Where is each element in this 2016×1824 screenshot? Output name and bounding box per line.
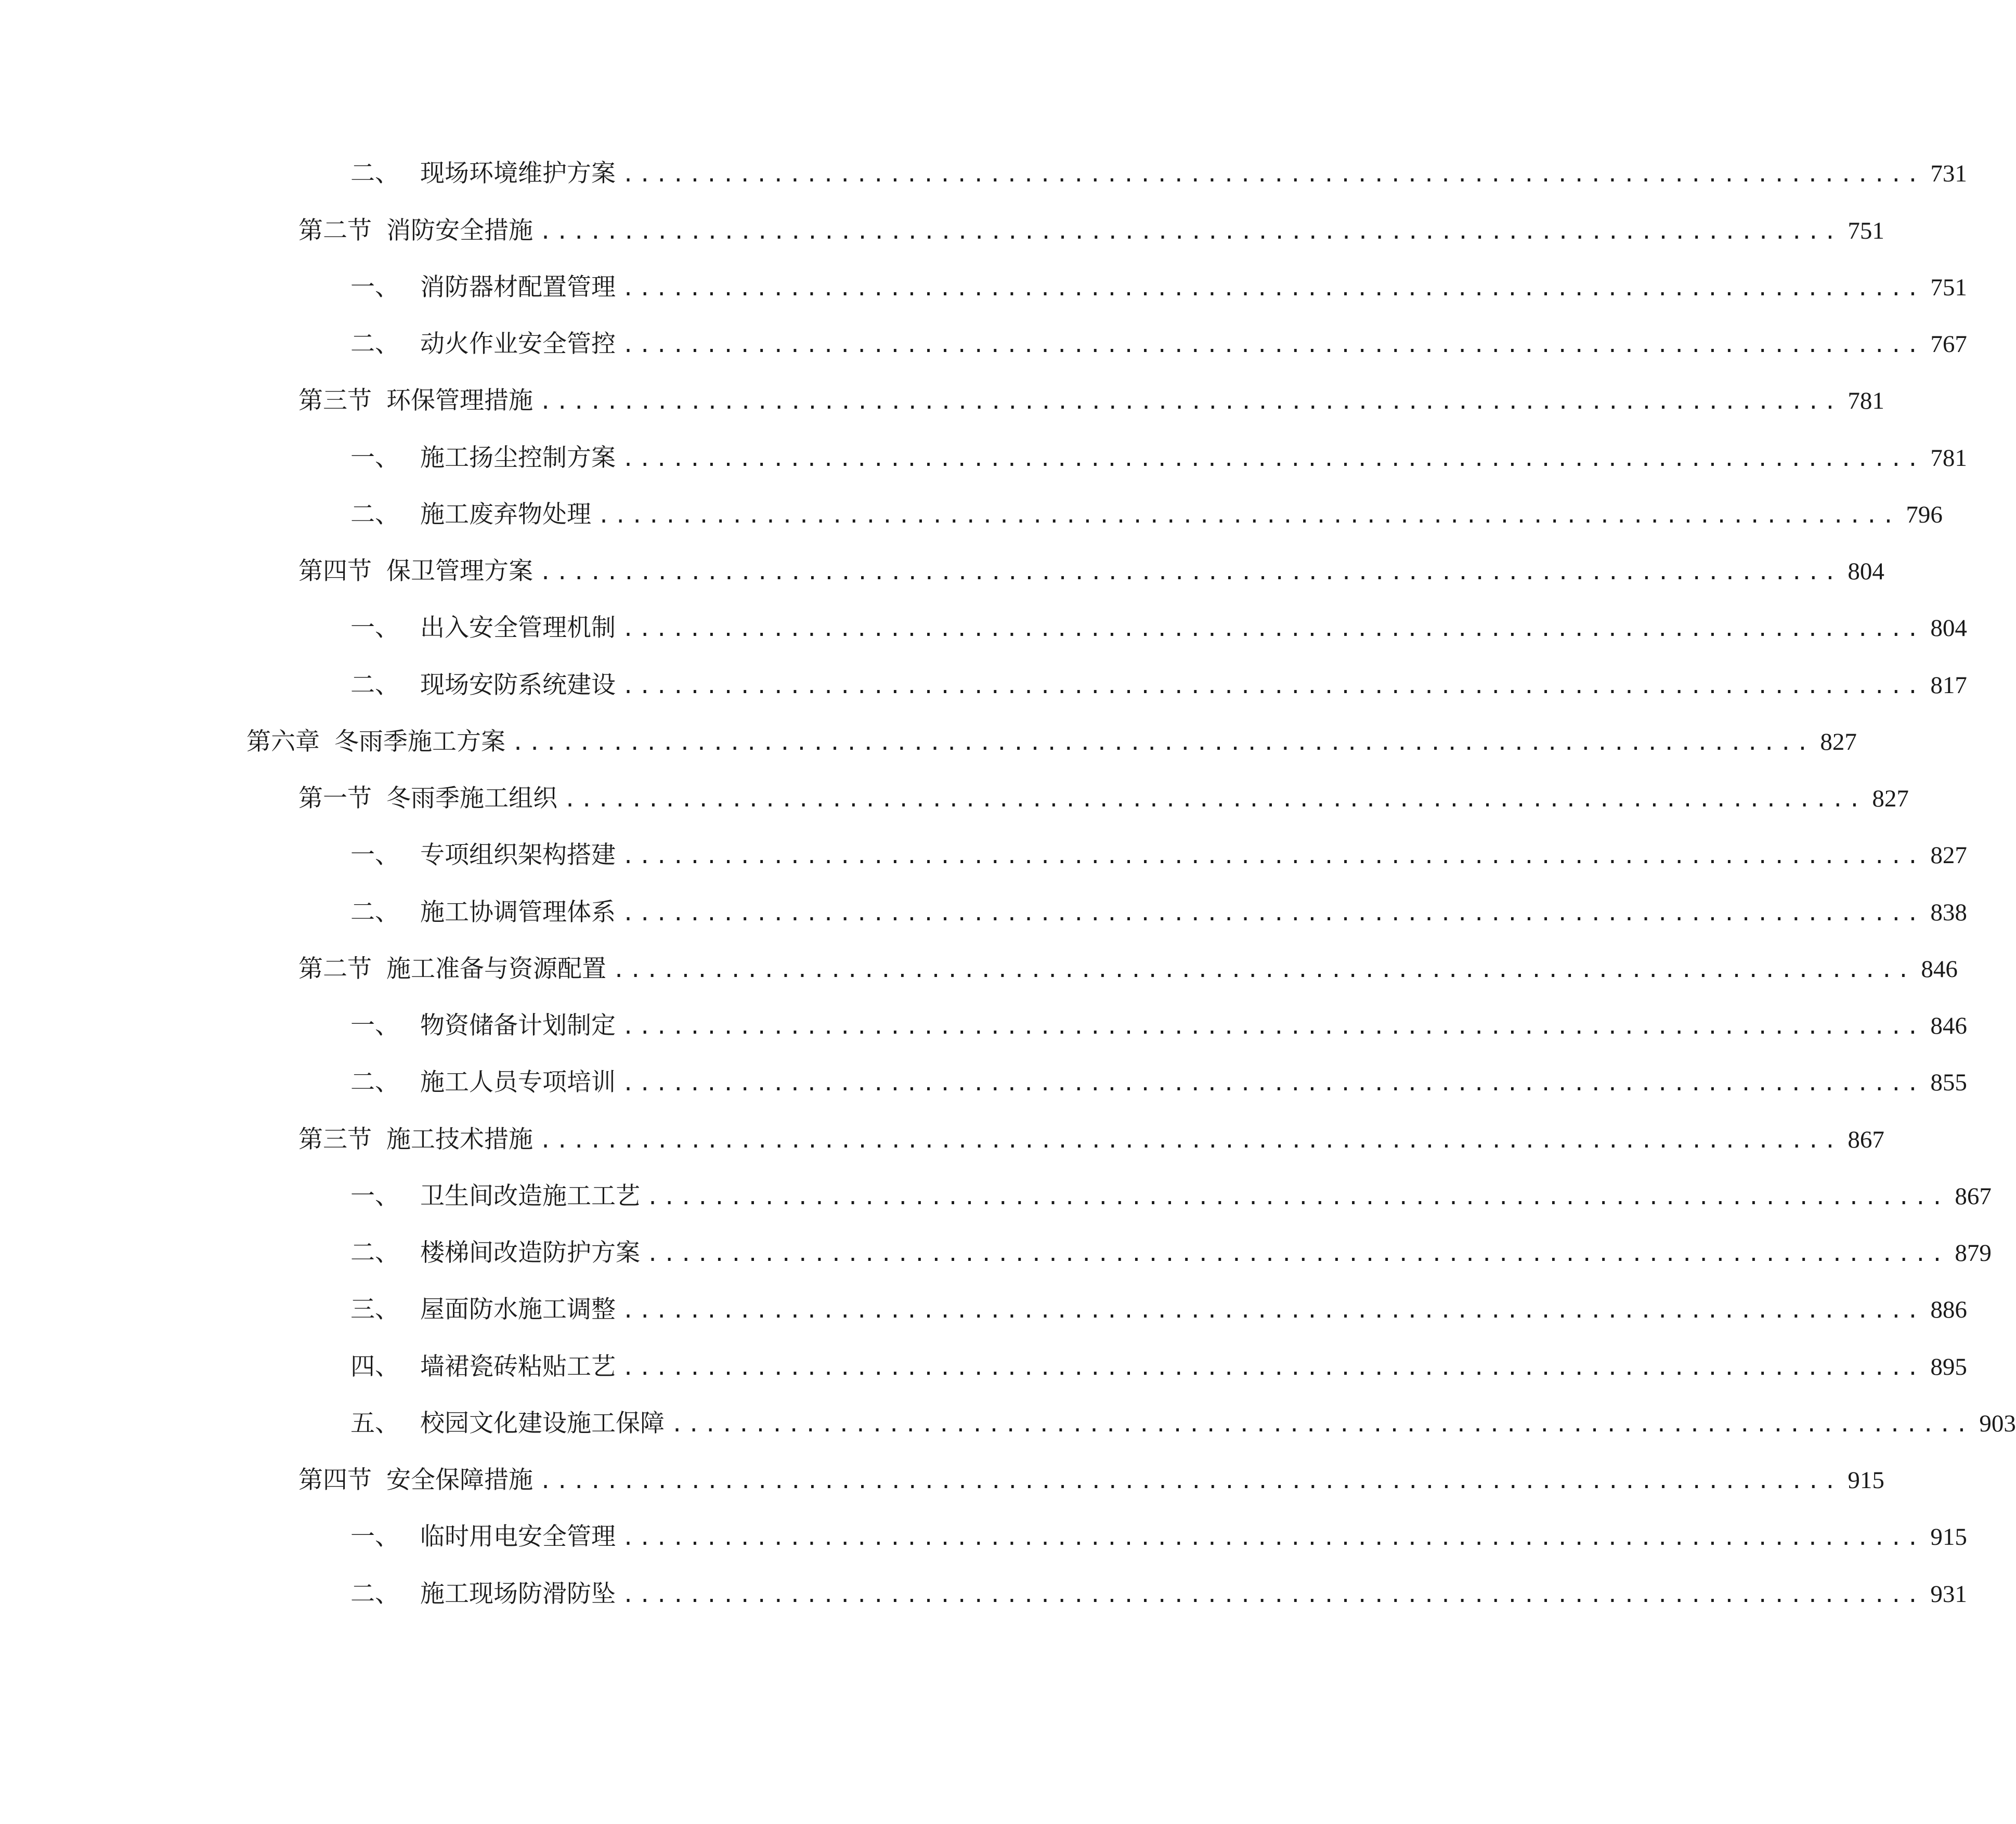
- toc-entry[interactable]: [0, 494, 1943, 536]
- toc-entry-page: 781: [1930, 445, 1967, 472]
- toc-entry-page: 731: [1930, 160, 1967, 187]
- toc-entry[interactable]: [0, 551, 1884, 592]
- toc-entry-page: 867: [1848, 1126, 1884, 1153]
- toc-entry-label: 一、: [350, 1182, 399, 1210]
- toc-entry[interactable]: [0, 1005, 1967, 1047]
- toc-entry[interactable]: [0, 1346, 1967, 1388]
- toc-entry-page: 804: [1848, 558, 1884, 585]
- toc-entry-title: 楼梯间改造防护方案: [420, 1239, 640, 1267]
- toc-entry-page: 895: [1930, 1353, 1967, 1380]
- toc-entry-label: 一、: [350, 1011, 399, 1040]
- dot-leader: ..............................................................................: [622, 1299, 1923, 1323]
- toc-entry[interactable]: [0, 1460, 1884, 1501]
- toc-entry-title: 保卫管理方案: [386, 557, 533, 585]
- toc-entry-label: 三、: [350, 1295, 399, 1324]
- toc-entry-title: 出入安全管理机制: [420, 614, 616, 642]
- dot-leader: ..............................................................................: [671, 1413, 1972, 1437]
- toc-entry-page: 903: [1979, 1410, 2016, 1437]
- toc-entry-title: 消防器材配置管理: [420, 273, 616, 302]
- dot-leader: ..............................................................................: [539, 1129, 1841, 1153]
- dot-leader: ..............................................................................: [622, 277, 1923, 301]
- toc-entry-page: 846: [1921, 956, 1958, 983]
- toc-entry-page: 796: [1906, 501, 1943, 528]
- toc-entry[interactable]: [0, 948, 1958, 990]
- toc-entry[interactable]: [0, 267, 1967, 308]
- dot-leader: ..............................................................................: [646, 1185, 1948, 1209]
- toc-entry[interactable]: [0, 721, 1857, 763]
- toc-entry-title: 物资储备计划制定: [420, 1011, 616, 1040]
- toc-entry-label: 一、: [350, 273, 399, 302]
- toc-entry[interactable]: [0, 1232, 1992, 1274]
- toc-entry-title: 施工现场防滑防坠: [420, 1580, 616, 1608]
- toc-entry-label: 一、: [350, 1522, 399, 1551]
- toc-entry[interactable]: [0, 437, 1967, 479]
- dot-leader: ..............................................................................: [622, 1072, 1923, 1096]
- toc-entry-label: 二、: [350, 898, 399, 927]
- toc-entry-title: 冬雨季施工组织: [386, 784, 557, 813]
- toc-entry-page: 931: [1930, 1581, 1967, 1608]
- toc-entry-label: 二、: [350, 1068, 399, 1097]
- dot-leader: ..............................................................................: [622, 1583, 1923, 1607]
- toc-entry-title: 消防安全措施: [386, 216, 533, 245]
- toc-entry-page: 804: [1930, 615, 1967, 642]
- dot-leader: ..............................................................................: [622, 902, 1923, 926]
- toc-entry[interactable]: [0, 153, 1967, 194]
- toc-entry-label: 一、: [350, 444, 399, 472]
- toc-entry-page: 817: [1930, 672, 1967, 699]
- toc-entry[interactable]: [0, 210, 1884, 252]
- toc-entry-page: 846: [1930, 1012, 1967, 1039]
- toc-entry[interactable]: [0, 892, 1967, 933]
- dot-leader: ..............................................................................: [622, 1015, 1923, 1039]
- dot-leader: ..............................................................................: [512, 731, 1813, 755]
- toc-entry-page: 751: [1848, 217, 1884, 244]
- toc-entry-title: 墙裙瓷砖粘贴工艺: [420, 1352, 616, 1381]
- toc-entry[interactable]: [0, 665, 1967, 706]
- toc-entry-page: 751: [1930, 274, 1967, 301]
- toc-entry-title: 专项组织架构搭建: [420, 841, 616, 869]
- dot-leader: ..............................................................................: [539, 1469, 1841, 1493]
- toc-entry-title: 动火作业安全管控: [420, 330, 616, 358]
- dot-leader: ..............................................................................: [539, 390, 1841, 414]
- dot-leader: ..............................................................................: [613, 958, 1914, 982]
- toc-entry-label: 第二节: [298, 955, 372, 983]
- dot-leader: ..............................................................................: [539, 220, 1841, 244]
- dot-leader: ..............................................................................: [622, 617, 1923, 641]
- toc-entry-title: 冬雨季施工方案: [334, 727, 505, 756]
- toc-entry-title: 安全保障措施: [386, 1466, 533, 1494]
- toc-entry-page: 781: [1848, 387, 1884, 414]
- toc-entry[interactable]: [0, 607, 1967, 649]
- dot-leader: ..............................................................................: [539, 561, 1841, 584]
- toc-entry-label: 第六章: [246, 727, 320, 756]
- toc-entry-title: 环保管理措施: [386, 386, 533, 415]
- toc-entry-label: 二、: [350, 1580, 399, 1608]
- toc-entry-page: 827: [1872, 785, 1909, 812]
- toc-entry-label: 第二节: [298, 216, 372, 245]
- toc-entry-page: 767: [1930, 331, 1967, 358]
- toc-entry[interactable]: [0, 1176, 1992, 1217]
- toc-entry-title: 现场安防系统建设: [420, 671, 616, 699]
- toc-entry-title: 施工扬尘控制方案: [420, 444, 616, 472]
- toc-entry-label: 第三节: [298, 386, 372, 415]
- toc-entry-title: 校园文化建设施工保障: [420, 1409, 665, 1438]
- toc-entry-title: 施工废弃物处理: [420, 500, 591, 529]
- toc-entry-label: 第四节: [298, 1466, 372, 1494]
- dot-leader: ..............................................................................: [597, 504, 1899, 528]
- toc-entry-title: 屋面防水施工调整: [420, 1295, 616, 1324]
- toc-entry-title: 现场环境维护方案: [420, 159, 616, 188]
- toc-entry-page: 827: [1930, 842, 1967, 869]
- toc-entry-label: 一、: [350, 841, 399, 869]
- toc-entry-page: 915: [1930, 1523, 1967, 1551]
- toc-entry-page: 855: [1930, 1069, 1967, 1096]
- toc-entry-title: 施工人员专项培训: [420, 1068, 616, 1097]
- toc-entry-page: 915: [1848, 1467, 1884, 1494]
- toc-entry[interactable]: [0, 1516, 1967, 1558]
- toc-entry-label: 第三节: [298, 1125, 372, 1154]
- dot-leader: ..............................................................................: [622, 844, 1923, 868]
- toc-entry[interactable]: [0, 835, 1967, 876]
- toc-entry[interactable]: [0, 778, 1909, 819]
- dot-leader: ..............................................................................: [622, 447, 1923, 471]
- dot-leader: ..............................................................................: [622, 674, 1923, 698]
- toc-entry-title: 施工协调管理体系: [420, 898, 616, 927]
- toc-entry-page: 867: [1955, 1183, 1992, 1210]
- toc-entry-label: 四、: [350, 1352, 399, 1381]
- toc-entry-label: 二、: [350, 159, 399, 188]
- toc-entry-label: 二、: [350, 1239, 399, 1267]
- toc-entry-page: 879: [1955, 1240, 1992, 1267]
- toc-entry-page: 838: [1930, 899, 1967, 926]
- dot-leader: ..............................................................................: [646, 1242, 1948, 1266]
- dot-leader: ..............................................................................: [622, 163, 1923, 187]
- toc-entry-page: 827: [1820, 728, 1857, 755]
- toc-entry[interactable]: [0, 323, 1967, 365]
- toc-entry-label: 第一节: [298, 784, 372, 813]
- toc-entry[interactable]: [0, 1062, 1967, 1103]
- toc-entry-title: 临时用电安全管理: [420, 1522, 616, 1551]
- toc-entry-label: 二、: [350, 500, 399, 529]
- toc-entry[interactable]: [0, 380, 1884, 422]
- dot-leader: ..............................................................................: [622, 1526, 1923, 1550]
- toc-entry-page: 886: [1930, 1296, 1967, 1323]
- toc-entry[interactable]: [0, 1119, 1884, 1161]
- toc-entry[interactable]: [0, 1289, 1967, 1331]
- dot-leader: ..............................................................................: [622, 1356, 1923, 1380]
- toc-entry-label: 一、: [350, 614, 399, 642]
- toc-entry-label: 五、: [350, 1409, 399, 1438]
- toc-entry-label: 二、: [350, 671, 399, 699]
- toc-entry[interactable]: [0, 1403, 2016, 1444]
- dot-leader: ..............................................................................: [622, 333, 1923, 357]
- toc-entry[interactable]: [0, 1573, 1967, 1615]
- dot-leader: ..............................................................................: [564, 788, 1865, 812]
- toc-entry-title: 卫生间改造施工工艺: [420, 1182, 640, 1210]
- toc-entry-label: 第四节: [298, 557, 372, 585]
- toc-entry-title: 施工技术措施: [386, 1125, 533, 1154]
- toc-entry-label: 二、: [350, 330, 399, 358]
- toc-entry-title: 施工准备与资源配置: [386, 955, 606, 983]
